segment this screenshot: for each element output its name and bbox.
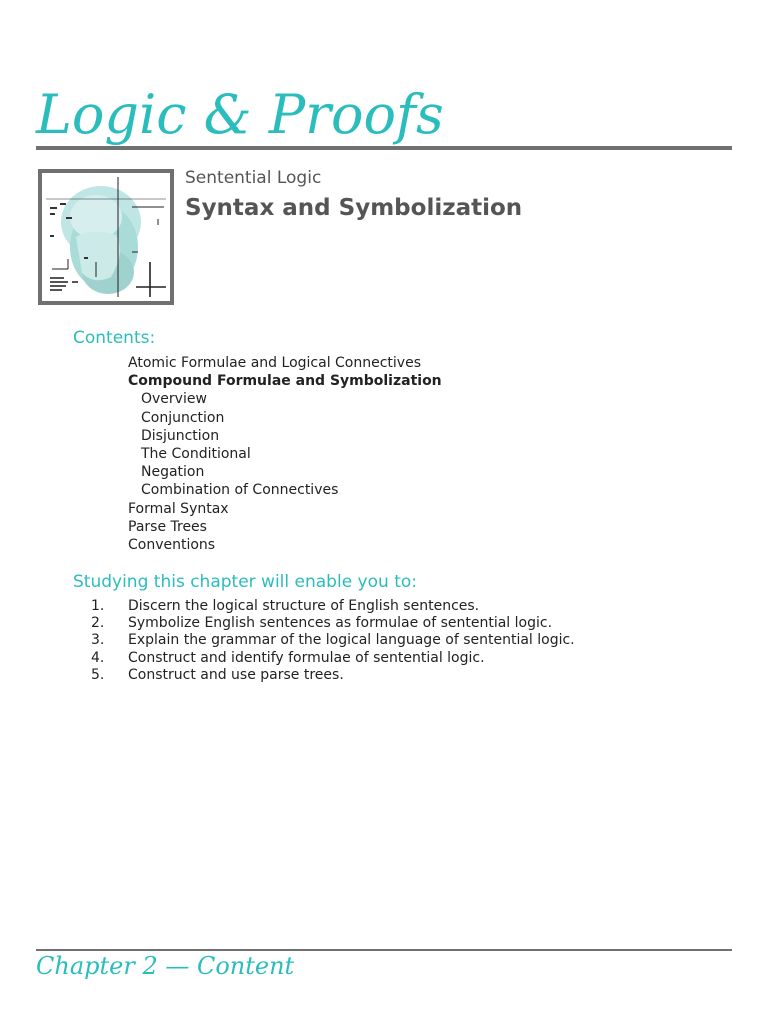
chapter-figure-frame <box>38 169 174 305</box>
toc-subitem-combination[interactable]: Combination of Connectives <box>141 482 339 499</box>
objective-text: Discern the logical structure of English sentences. <box>128 598 480 614</box>
toc-subitem-negation[interactable]: Negation <box>141 464 205 481</box>
objectives-heading: Studying this chapter will enable you to: <box>73 572 417 592</box>
objective-text: Explain the grammar of the logical language of sentential logic. <box>128 632 575 649</box>
objectives-list <box>91 598 575 684</box>
toc-item-atomic-formulae[interactable]: Atomic Formulae and Logical Connectives <box>128 355 422 371</box>
objective-number: 1. <box>91 598 105 614</box>
toc-subitem-disjunction[interactable]: Disjunction <box>141 427 220 444</box>
objective-text: Symbolize English sentences as formulae of sentential logic. <box>128 615 553 632</box>
toc-item-compound-formulae[interactable]: Compound Formulae and Symbolization <box>128 373 442 390</box>
objective-text: Construct and identify formulae of sentential logic. <box>128 649 485 666</box>
objective-text: Construct and use parse trees. <box>128 666 344 683</box>
aristotle-bust-image <box>46 177 166 297</box>
objective-item <box>91 632 575 649</box>
toc-item-formal-syntax[interactable]: Formal Syntax <box>128 500 229 517</box>
toc-item-parse-trees[interactable]: Parse Trees <box>128 518 207 535</box>
toc-subitem-conjunction[interactable]: Conjunction <box>141 409 225 426</box>
chapter-heading: Syntax and Symbolization <box>185 195 523 221</box>
page-title: Logic & Proofs <box>36 83 444 146</box>
objective-item <box>91 667 575 684</box>
title-divider <box>36 146 732 150</box>
toc-item-conventions[interactable]: Conventions <box>128 536 216 553</box>
objective-number: 3. <box>91 632 105 649</box>
objective-number: 5. <box>91 666 105 683</box>
contents-heading: Contents: <box>73 328 156 348</box>
toc-subitem-overview[interactable]: Overview <box>141 391 207 408</box>
footer-chapter-label: Chapter 2 — Content <box>36 952 295 980</box>
objective-number: 2. <box>91 615 105 632</box>
objective-item <box>91 650 575 667</box>
objective-item <box>91 615 575 632</box>
objective-number: 4. <box>91 649 105 666</box>
objective-item <box>91 598 575 615</box>
section-label: Sentential Logic <box>185 168 322 188</box>
table-of-contents <box>128 354 442 554</box>
toc-subitem-conditional[interactable]: The Conditional <box>141 445 251 462</box>
